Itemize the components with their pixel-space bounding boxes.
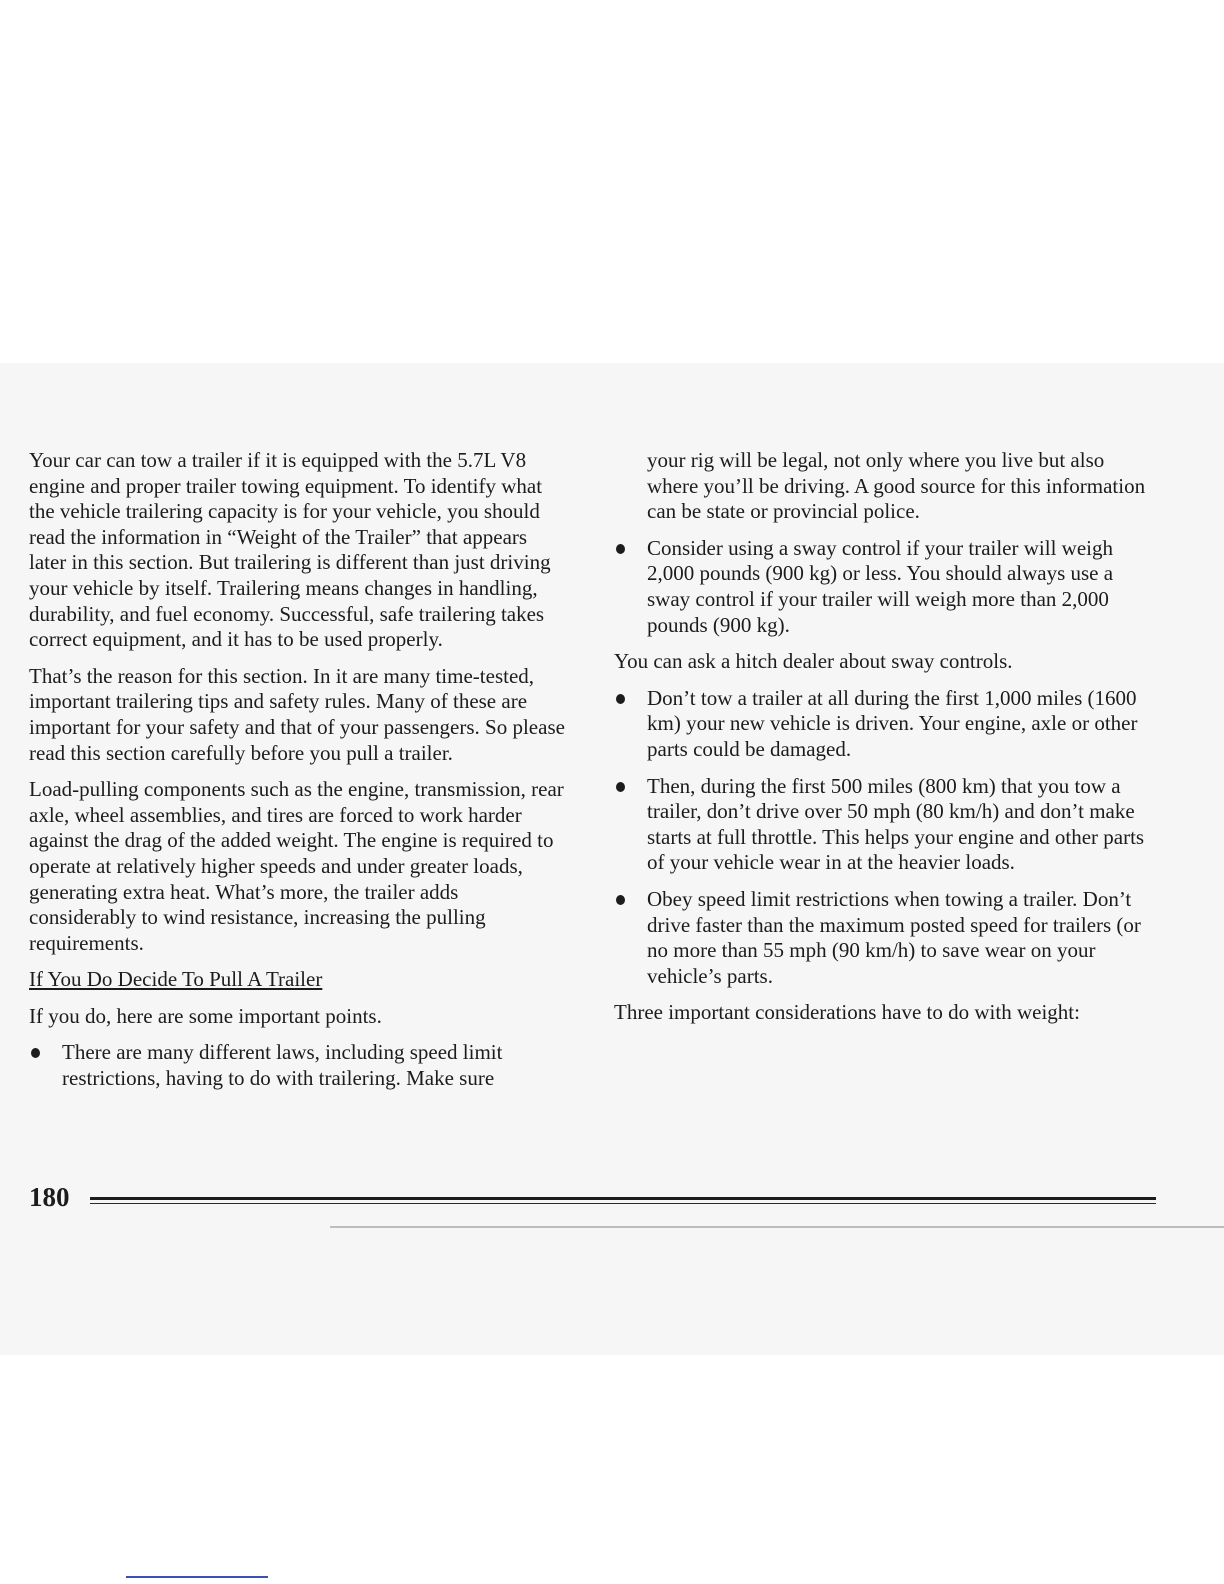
intro-paragraph: Your car can tow a trailer if it is equipped with the 5.7L V8 engine and proper trailer towing equipment. To identify what the vehicle trailering capacity is for your vehicle, you should read the information in “Weight of the Trailer” that appears later in this section. But trailering is different than just driving your vehicle by itself. Trailering means changes in handling, durability, and fuel economy. Successful, safe trailering takes correct equipment, and it has to be used properly. [29,448,551,652]
page-footer [29,1180,1159,1220]
weight-considerations-paragraph: Three important considerations have to do with weight: [614,1000,1080,1025]
bullet-dot-icon [616,782,625,792]
page-number: 180 [29,1182,70,1212]
left-bullet-list [29,1040,569,1091]
hitch-dealer-paragraph: You can ask a hitch dealer about sway controls. [614,649,1013,674]
continued-bullet-text: your rig will be legal, not only where you live but also where you’ll be driving. A good source for this information can be state or provincial police. [647,448,1146,524]
important-points-paragraph: If you do, here are some important points. [29,1003,382,1028]
right-bullet-list-1 [614,536,1154,638]
scan-shadow-rule [330,1226,1224,1228]
bullet-text: There are many different laws, including speed limit restrictions, having to do with trailering. Make sure [62,1040,503,1091]
bottom-edge-mark [126,1576,268,1578]
right-bullet-list-2 [614,686,1154,990]
bullet-dot-icon [616,895,625,905]
bullet-dot-icon [616,694,625,704]
bullet-item [614,686,1154,763]
bullet-text: Then, during the first 500 miles (800 km) that you tow a trailer, don’t drive over 50 mph (80 km/h) and don’t make starts at full throttle. This helps your engine and other parts of your vehicle wear in at the heavier loads. [647,773,1145,875]
left-column [29,448,569,1103]
right-column [614,448,1154,1037]
load-components-paragraph: Load-pulling components such as the engine, transmission, rear axle, wheel assemblies, and tires are forced to work harder against the drag of the added weight. The engine is required to operate at relatively higher speeds and under greater loads, generating extra heat. What’s more, the trailer adds considerably to wind resistance, increasing the pulling requirements. [29,777,564,955]
bullet-item [614,774,1154,876]
footer-rule-thin [90,1203,1156,1204]
bullet-dot-icon [616,544,625,554]
reason-paragraph: That’s the reason for this section. In it are many time-tested, important trailering tips and safety rules. Many of these are important for your safety and that of your passengers. So please read this section carefully before you pull a trailer. [29,663,565,765]
section-subheading: If You Do Decide To Pull A Trailer [29,967,323,992]
bullet-item [614,536,1154,638]
footer-rule-thick [90,1197,1156,1200]
bullet-text: Consider using a sway control if your trailer will weigh 2,000 pounds (900 kg) or less. You should always use a sway control if your trailer will weigh more than 2,000 pounds (900 kg). [647,535,1114,637]
bullet-item [614,887,1154,989]
bullet-text: Don’t tow a trailer at all during the first 1,000 miles (1600 km) your new vehicle is driven. Your engine, axle or other parts could be damaged. [647,685,1138,761]
bullet-dot-icon [31,1048,40,1058]
bullet-text: Obey speed limit restrictions when towing a trailer. Don’t drive faster than the maximum posted speed for trailers (or no more than 55 mph (90 km/h) to save wear on your vehicle’s parts. [647,886,1141,988]
bullet-item [29,1040,569,1091]
